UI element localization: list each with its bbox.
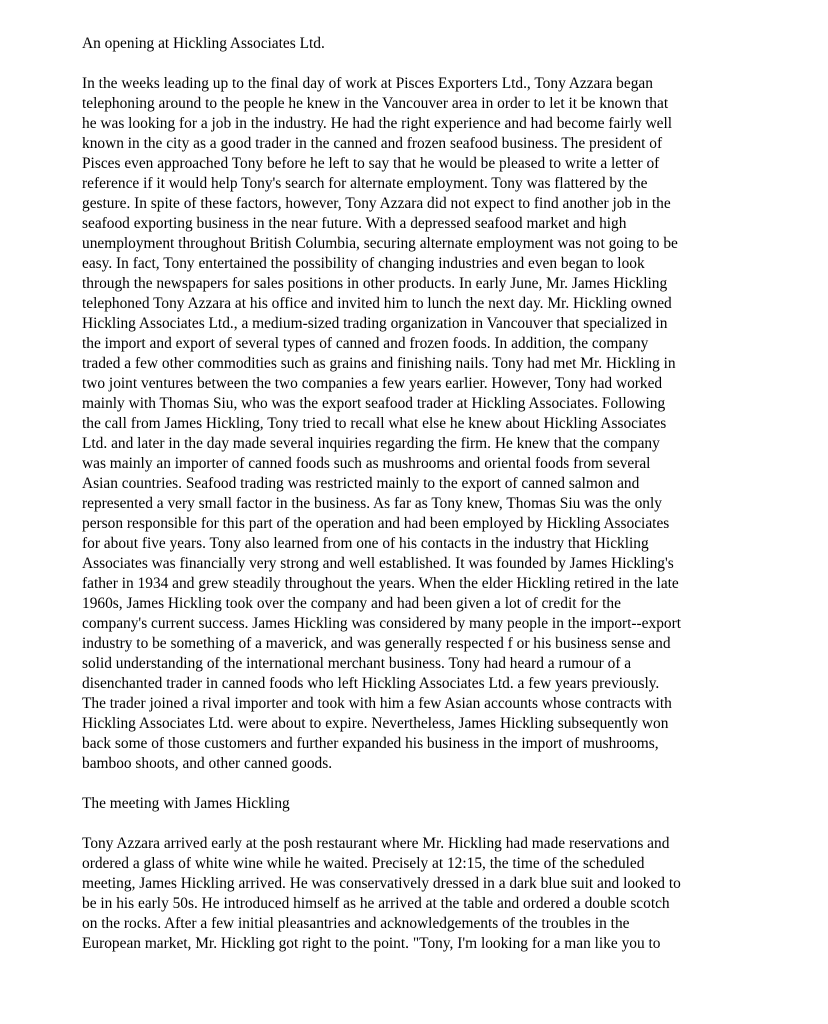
text-line: disenchanted trader in canned foods who left Hickling Associates Ltd. a few years previously. xyxy=(82,675,660,692)
text-line: easy. In fact, Tony entertained the possibility of changing industries and even began to look xyxy=(82,255,645,272)
text-line: Associates was financially very strong and well established. It was founded by James Hickling's xyxy=(82,555,674,572)
text-line: traded a few other commodities such as grains and finishing nails. Tony had met Mr. Hickling in xyxy=(82,355,676,372)
text-line: back some of those customers and further expanded his business in the import of mushrooms, xyxy=(82,735,659,752)
text-line: on the rocks. After a few initial pleasantries and acknowledgements of the troubles in the xyxy=(82,915,630,932)
text-line: telephoning around to the people he knew in the Vancouver area in order to let it be known that xyxy=(82,95,669,112)
text-line: he was looking for a job in the industry. He had the right experience and had become fairly well xyxy=(82,115,673,132)
paragraph-meeting xyxy=(82,834,772,954)
section-heading-opening: An opening at Hickling Associates Ltd. xyxy=(82,35,325,52)
text-line: bamboo shoots, and other canned goods. xyxy=(82,755,333,772)
text-line: mainly with Thomas Siu, who was the export seafood trader at Hickling Associates. Following xyxy=(82,395,666,412)
text-line: Hickling Associates Ltd. were about to expire. Nevertheless, James Hickling subsequently won xyxy=(82,715,669,732)
text-line: Pisces even approached Tony before he left to say that he would be pleased to write a letter of xyxy=(82,155,660,172)
text-line: gesture. In spite of these factors, however, Tony Azzara did not expect to find another job in the xyxy=(82,195,671,212)
text-line: the import and export of several types of canned and frozen foods. In addition, the company xyxy=(82,335,649,352)
text-line: Hickling Associates Ltd., a medium-sized trading organization in Vancouver that specialized in xyxy=(82,315,668,332)
text-line: Tony Azzara arrived early at the posh restaurant where Mr. Hickling had made reservations and xyxy=(82,835,670,852)
text-line: person responsible for this part of the operation and had been employed by Hickling Associates xyxy=(82,515,670,532)
text-line: European market, Mr. Hickling got right to the point. "Tony, I'm looking for a man like you to xyxy=(82,935,661,952)
text-line: industry to be something of a maverick, and was generally respected f or his business sense and xyxy=(82,635,671,652)
text-line: The trader joined a rival importer and took with him a few Asian accounts whose contracts with xyxy=(82,695,672,712)
text-line: In the weeks leading up to the final day of work at Pisces Exporters Ltd., Tony Azzara began xyxy=(82,75,653,92)
document-page xyxy=(82,34,772,974)
text-line: for about five years. Tony also learned from one of his contacts in the industry that Hickling xyxy=(82,535,649,552)
text-line: be in his early 50s. He introduced himself as he arrived at the table and ordered a double scotch xyxy=(82,895,670,912)
text-line: represented a very small factor in the business. As far as Tony knew, Thomas Siu was the only xyxy=(82,495,662,512)
text-line: 1960s, James Hickling took over the company and had been given a lot of credit for the xyxy=(82,595,621,612)
text-line: reference if it would help Tony's search for alternate employment. Tony was flattered by the xyxy=(82,175,648,192)
text-line: known in the city as a good trader in the canned and frozen seafood business. The president of xyxy=(82,135,663,152)
text-line: the call from James Hickling, Tony tried to recall what else he knew about Hickling Associates xyxy=(82,415,667,432)
text-line: telephoned Tony Azzara at his office and invited him to lunch the next day. Mr. Hickling owned xyxy=(82,295,672,312)
paragraph-opening xyxy=(82,74,772,774)
section-heading-meeting: The meeting with James Hickling xyxy=(82,795,290,812)
text-line: was mainly an importer of canned foods such as mushrooms and oriental foods from several xyxy=(82,455,651,472)
text-line: solid understanding of the international merchant business. Tony had heard a rumour of a xyxy=(82,655,632,672)
text-line: ordered a glass of white wine while he waited. Precisely at 12:15, the time of the scheduled xyxy=(82,855,645,872)
text-line: unemployment throughout British Columbia, securing alternate employment was not going to be xyxy=(82,235,678,252)
text-line: meeting, James Hickling arrived. He was conservatively dressed in a dark blue suit and looked to xyxy=(82,875,681,892)
text-line: company's current success. James Hickling was considered by many people in the import--export xyxy=(82,615,681,632)
text-line: through the newspapers for sales positions in other products. In early June, Mr. James Hickling xyxy=(82,275,668,292)
text-line: Asian countries. Seafood trading was restricted mainly to the export of canned salmon and xyxy=(82,475,640,492)
text-line: two joint ventures between the two companies a few years earlier. However, Tony had worked xyxy=(82,375,663,392)
text-line: father in 1934 and grew steadily throughout the years. When the elder Hickling retired in the late xyxy=(82,575,679,592)
text-line: seafood exporting business in the near future. With a depressed seafood market and high xyxy=(82,215,627,232)
text-line: Ltd. and later in the day made several inquiries regarding the firm. He knew that the company xyxy=(82,435,660,452)
